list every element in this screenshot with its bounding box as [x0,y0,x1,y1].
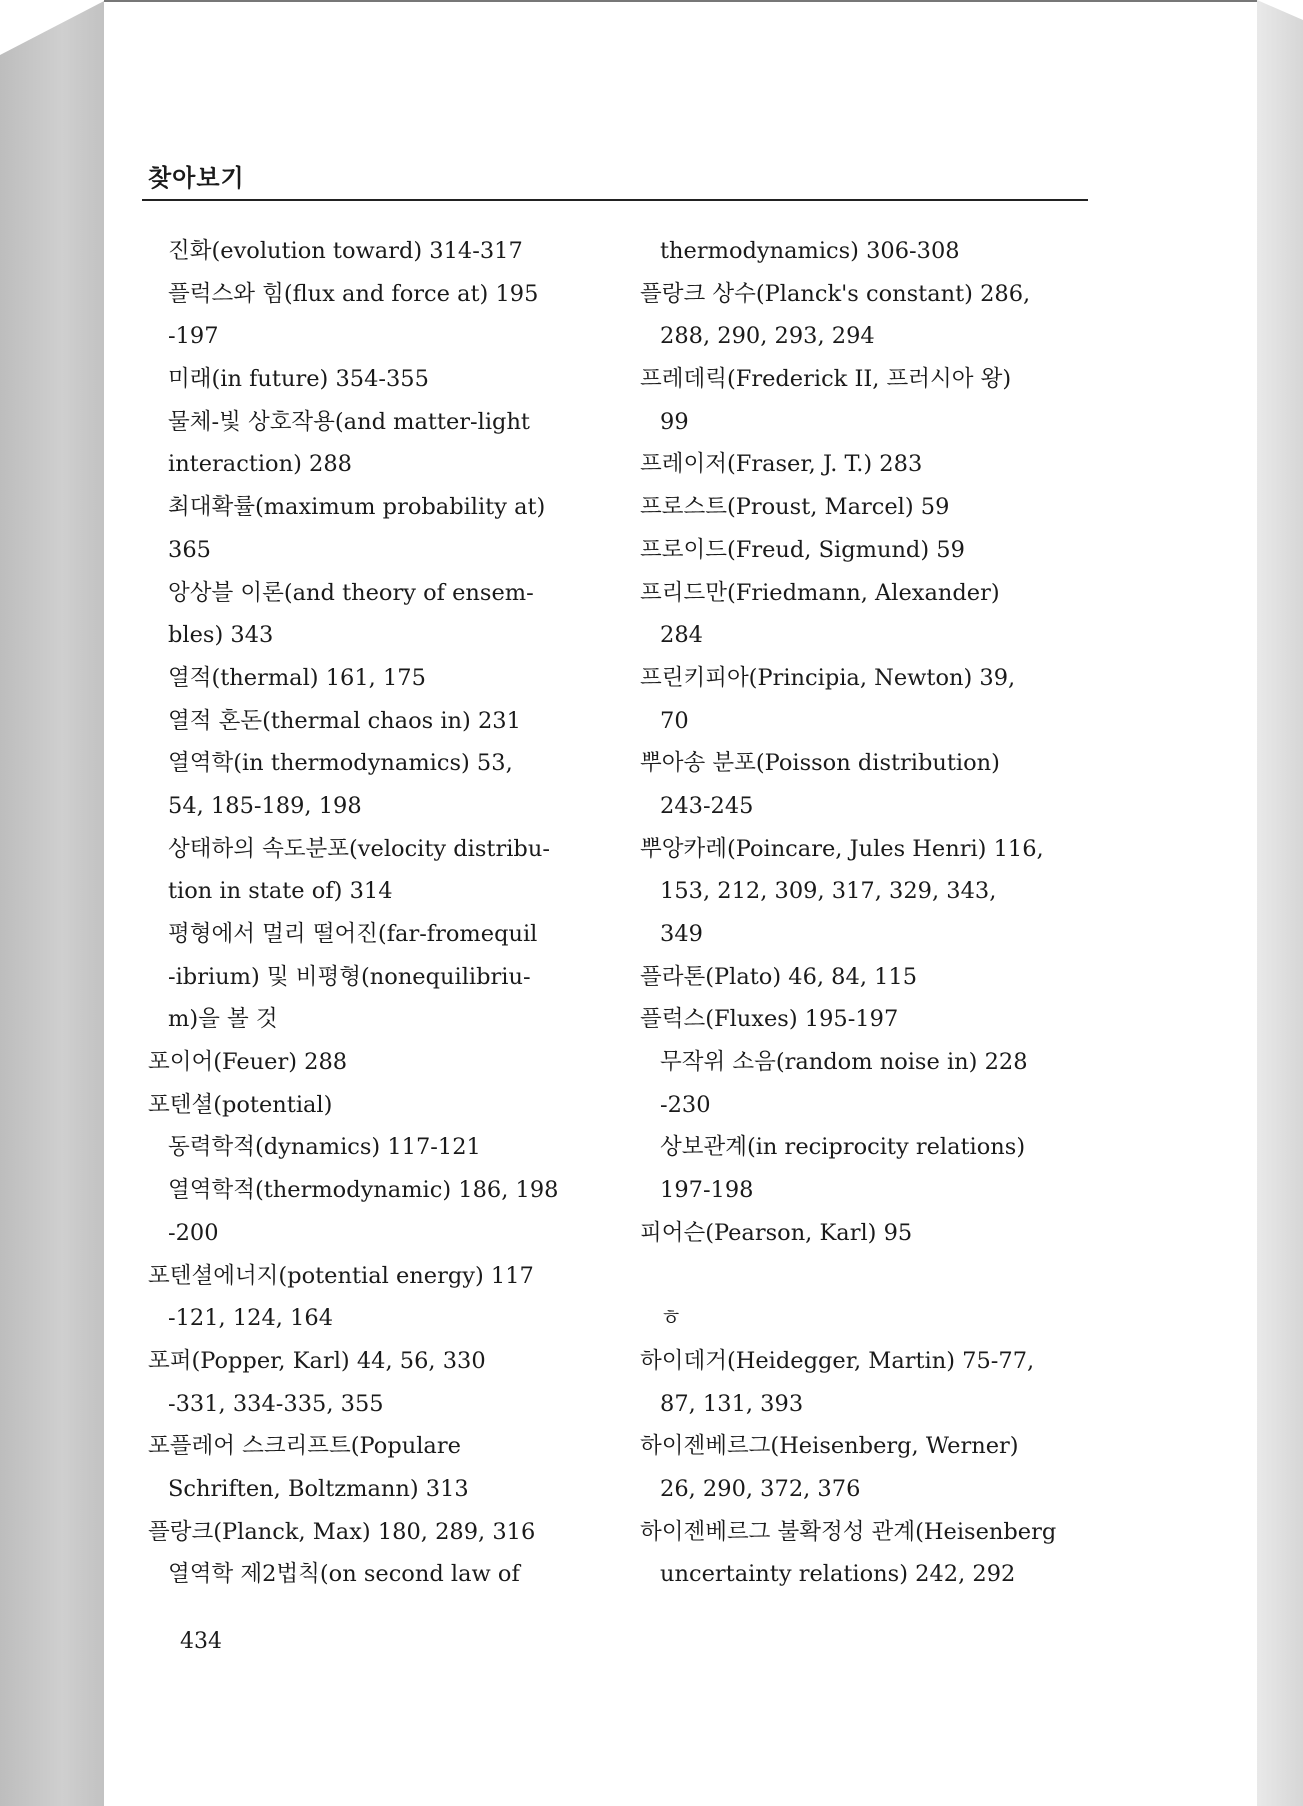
index-entry-line: uncertainty relations) 242, 292 [660,1561,1016,1588]
index-entry-line: Schriften, Boltzmann) 313 [168,1475,469,1502]
index-entry-line: 미래(in future) 354-355 [168,366,429,393]
index-column-right [640,230,1200,1596]
index-entry-line: 동력학적(dynamics) 117-121 [168,1134,481,1161]
index-entry-line: 하이데거(Heidegger, Martin) 75-77, [640,1347,1035,1374]
index-entry-line: 284 [660,622,703,649]
index-entry-line: interaction) 288 [168,451,352,478]
index-entry-line: 하이젠베르그 불확정성 관계(Heisenberg [640,1518,1057,1545]
index-entry-line: 프린키피아(Principia, Newton) 39, [640,664,1016,691]
index-entry-line: -230 [660,1091,711,1118]
index-entry-line: 243-245 [660,792,754,819]
index-entry-line: 153, 212, 309, 317, 329, 343, [660,878,997,905]
header-rule [142,199,1088,201]
index-entry-line: thermodynamics) 306-308 [660,238,960,264]
index-entry-line: 288, 290, 293, 294 [660,323,875,350]
index-entry-line [640,1255,1200,1298]
page-number: 434 [180,1629,222,1654]
index-entry-line: 상보관계(in reciprocity relations) [660,1134,1026,1161]
index-entry-line: 열역학 제2법칙(on second law of [168,1561,520,1588]
index-entry-line: 프레이저(Fraser, J. T.) 283 [640,451,923,478]
index-entry-line: 70 [660,707,689,734]
index-entry-line: m)을 볼 것 [168,1006,278,1033]
index-entry-line: ㅎ [660,1305,682,1332]
index-entry-line: 열역학(in thermodynamics) 53, [168,750,513,777]
index-entry-line: 프로스트(Proust, Marcel) 59 [640,494,950,521]
index-entry-line: 99 [660,408,689,435]
index-entry-line: 포플레어 스크리프트(Populare [148,1433,461,1460]
index-entry-line: 플랑크(Planck, Max) 180, 289, 316 [148,1518,536,1545]
index-entry-line: 포이어(Feuer) 288 [148,1049,348,1076]
index-entry-line: 뿌앙카레(Poincare, Jules Henri) 116, [640,835,1044,862]
index-entry-line: 플럭스와 힘(flux and force at) 195 [168,280,539,307]
index-entry-line: 무작위 소음(random noise in) 228 [660,1049,1028,1076]
index-entry-line: -197 [168,323,219,350]
index-entry-line: 하이젠베르그(Heisenberg, Werner) [640,1433,1019,1460]
index-entry-line: 물체-빛 상호작용(and matter-light [168,408,530,435]
index-entry-line: 프레데릭(Frederick II, 프러시아 왕) [640,366,1012,393]
index-entry-line: 플럭스(Fluxes) 195-197 [640,1006,899,1033]
index-entry-line: 플라톤(Plato) 46, 84, 115 [640,963,918,990]
index-entry-line: bles) 343 [168,622,274,649]
index-entry-line: -200 [168,1219,219,1246]
index-entry-line: 포퍼(Popper, Karl) 44, 56, 330 [148,1347,486,1374]
index-entry-line: tion in state of) 314 [168,878,393,905]
index-entry-line: 포텐셜(potential) [148,1091,333,1118]
index-entry-line: 열적 혼돈(thermal chaos in) 231 [168,707,521,734]
index-entry-line: 54, 185-189, 198 [168,792,362,819]
index-entry-line: 진화(evolution toward) 314-317 [168,238,523,264]
index-entry-line: -ibrium) 및 비평형(nonequilibriu- [168,963,531,990]
book-spine-left [0,0,106,1806]
index-entry-line: 프리드만(Friedmann, Alexander) [640,579,1000,606]
index-entry-line: 플랑크 상수(Planck's constant) 286, [640,280,1031,307]
index-entry-line: 피어슨(Pearson, Karl) 95 [640,1219,913,1246]
page-title: 찾아보기 [148,164,245,192]
index-entry-line: 26, 290, 372, 376 [660,1475,861,1502]
index-entry-line: 349 [660,921,703,947]
index-entry-line: 프로이드(Freud, Sigmund) 59 [640,536,965,563]
book-edge-right [1257,0,1303,1806]
index-entry-line: 최대확률(maximum probability at) [168,494,546,521]
index-column-left [148,230,708,1596]
index-entry-line: 197-198 [660,1177,754,1204]
index-entry-line: 뿌아송 분포(Poisson distribution) [640,750,1000,777]
index-entry-line: 포텐셜에너지(potential energy) 117 [148,1262,534,1289]
index-entry-line: 365 [168,536,211,563]
index-entry-line: 상태하의 속도분포(velocity distribu- [168,835,550,862]
index-entry-line: 열적(thermal) 161, 175 [168,664,426,691]
index-entry-line: 평형에서 멀리 떨어진(far-fromequil [168,921,538,947]
index-entry-line: -121, 124, 164 [168,1305,334,1332]
page-header [142,158,1088,201]
index-entry-line: 열역학적(thermodynamic) 186, 198 [168,1177,559,1204]
index-entry-line: 앙상블 이론(and theory of ensem- [168,579,534,606]
index-entry-line: 87, 131, 393 [660,1390,804,1417]
index-entry-line: -331, 334-335, 355 [168,1390,384,1417]
